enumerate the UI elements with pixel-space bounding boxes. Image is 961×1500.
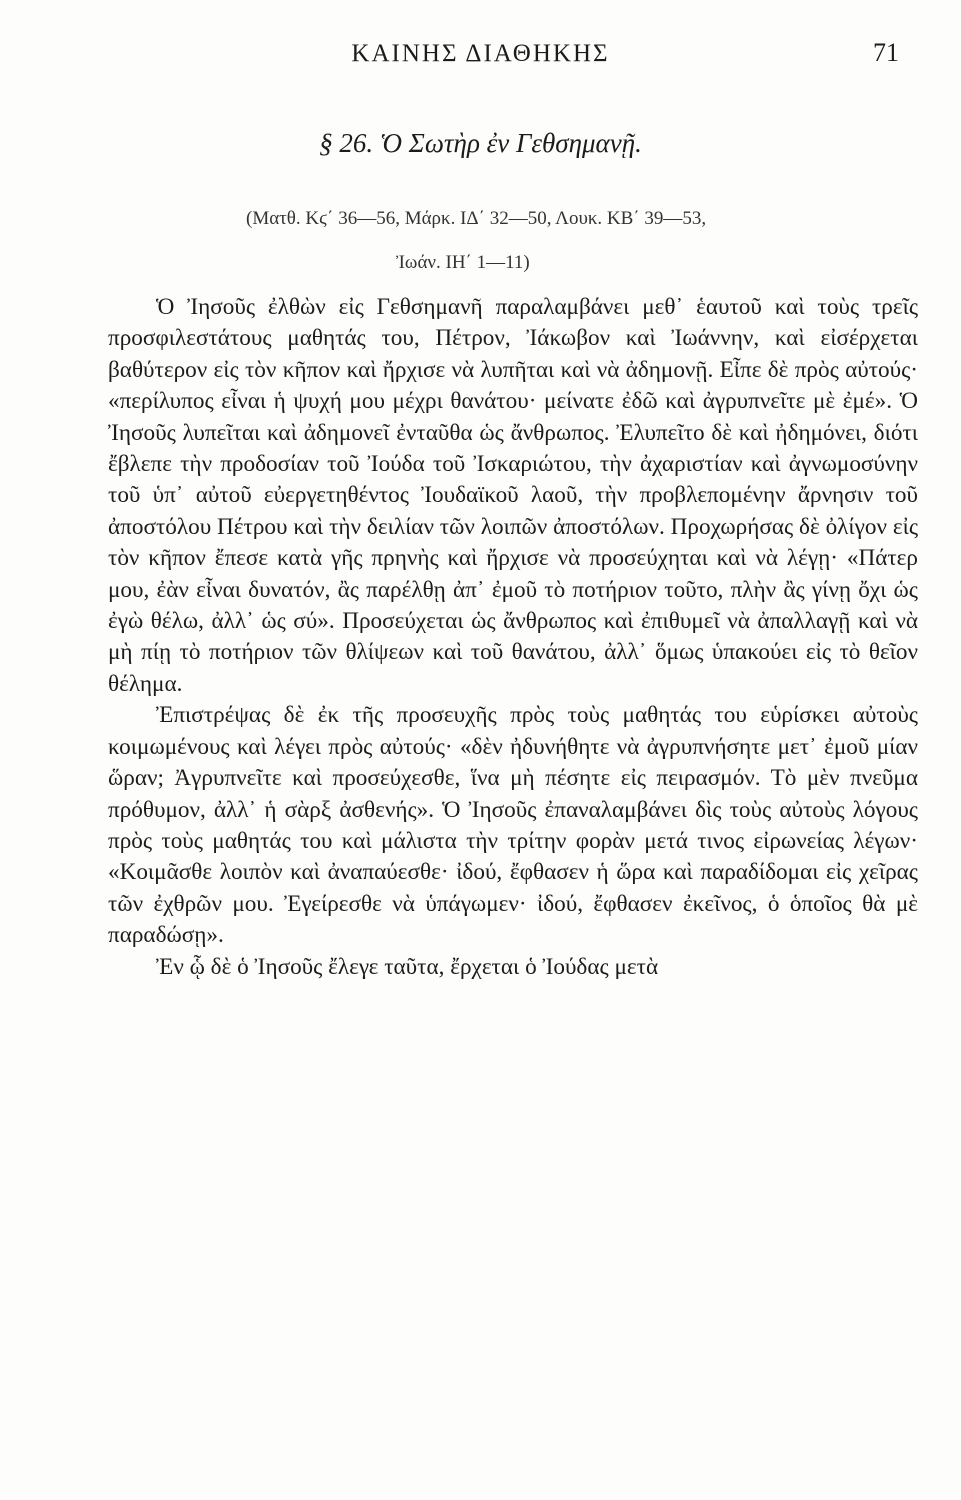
scripture-references: [246, 197, 886, 285]
paragraph-2: Ἐπιστρέψας δὲ ἐκ τῆς προσευχῆς πρὸς τοὺς μαθητάς του εὑρίσκει αὐτοὺς κοιμωμένους καὶ λέγει πρὸς αὐτούς· «δὲν ἠδυνήθητε νὰ ἀγρυπνήσητε μετ᾿ ἐμοῦ μίαν ὥραν; Ἀγρυπνεῖτε καὶ προσεύχεσθε, ἵνα μὴ πέσητε εἰς πειρασμόν. Τὸ μὲν πνεῦμα πρόθυμον, ἀλλ᾿ ἡ σὰρξ ἀσθενής». Ὁ Ἰησοῦς ἐπαναλαμβάνει δὶς τοὺς αὐτοὺς λόγους πρὸς τοὺς μαθητάς του καὶ μάλιστα τὴν τρίτην φορὰν μετά τινος εἰρωνείας λέγων· «Κοιμᾶσθε λοιπὸν καὶ ἀναπαύεσθε· ἰδού, ἔφθασεν ἡ ὥρα καὶ παραδίδομαι εἰς χεῖρας τῶν ἐχθρῶν μου. Ἐγείρεσθε νὰ ὑπάγωμεν· ἰδού, ἔφθασεν ἐκεῖνος, ὁ ὁποῖος θὰ μὲ παραδώσῃ».: [108, 702, 918, 949]
references-line-1: (Ματθ. Κϛ΄ 36—56, Μάρκ. ΙΔ΄ 32—50, Λουκ. ΚΒ΄ 39—53,: [246, 208, 707, 229]
page-number: 71: [873, 38, 899, 67]
paragraph-3: Ἐν ᾧ δὲ ὁ Ἰησοῦς ἔλεγε ταῦτα, ἔρχεται ὁ Ἰούδας μετὰ: [156, 953, 659, 980]
section-heading: § 26. Ὁ Σωτὴρ ἐν Γεθσημανῇ.: [319, 128, 642, 158]
references-line-2: Ἰωάν. ΙΗ΄ 1—11): [396, 252, 530, 273]
paragraph-1: Ὁ Ἰησοῦς ἐλθὼν εἰς Γεθσημανῆ παραλαμβάνει μεθ᾿ ἑαυτοῦ καὶ τοὺς τρεῖς προσφιλεστάτους μαθητάς του, Πέτρον, Ἰάκωβον καὶ Ἰωάννην, καὶ εἰσέρχεται βαθύτερον εἰς τὸν κῆπον καὶ ἤρχισε νὰ λυπῆται καὶ νὰ ἀδημονῇ. Εἶπε δὲ πρὸς αὐτούς· «περίλυπος εἶναι ἡ ψυχή μου μέχρι θανάτου· μείνατε ἐδῶ καὶ ἀγρυπνεῖτε μὲ ἐμέ». Ὁ Ἰησοῦς λυπεῖται καὶ ἀδημονεῖ ἐνταῦθα ὡς ἄνθρωπος. Ἐλυπεῖτο δὲ καὶ ἠδημόνει, διότι ἔβλεπε τὴν προδοσίαν τοῦ Ἰούδα τοῦ Ἰσκαριώτου, τὴν ἀχαριστίαν καὶ ἀγνωμοσύνην τοῦ ὑπ᾿ αὐτοῦ εὐεργετηθέντος Ἰουδαϊκοῦ λαοῦ, τὴν προβλεπομένην ἄρνησιν τοῦ ἀποστόλου Πέτρου καὶ τὴν δειλίαν τῶν λοιπῶν ἀποστόλων. Προχωρήσας δὲ ὀλίγον εἰς τὸν κῆπον ἔπεσε κατὰ γῆς πρηνὴς καὶ ἤρχισε νὰ προσεύχηται καὶ νὰ λέγῃ· «Πάτερ μου, ἐὰν εἶναι δυνατόν, ἂς παρέλθῃ ἀπ᾿ ἐμοῦ τὸ ποτήριον τοῦτο, πλὴν ἂς γίνῃ ὄχι ὡς ἐγὼ θέλω, ἀλλ᾿ ὡς σύ». Προσεύχεται ὡς ἄνθρωπος καὶ ἐπιθυμεῖ νὰ ἀπαλλαγῇ καὶ νὰ μὴ πίῃ τὸ ποτήριον τῶν θλίψεων καὶ τοῦ θανάτου, ἀλλ᾿ ὅμως ὑπακούει εἰς τὸ θεῖον θέλημα.: [108, 294, 918, 697]
body-text: [108, 292, 918, 983]
running-title: ΚΑΙΝΗΣ ΔΙΑΘΗΚΗΣ: [351, 40, 610, 67]
